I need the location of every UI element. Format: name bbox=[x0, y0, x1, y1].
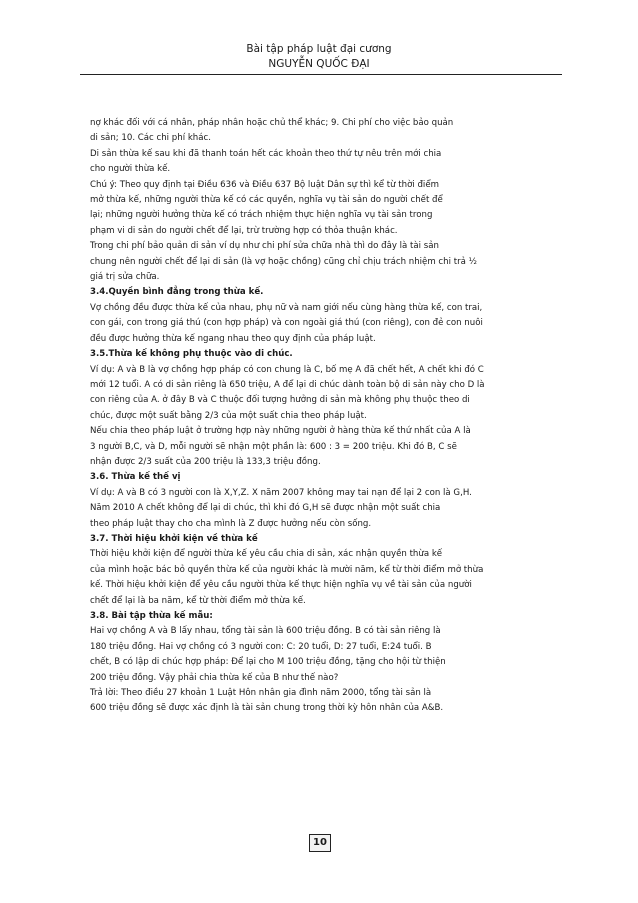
body-line: chúc, được một suất bằng 2/3 của một suất chia theo pháp luật. bbox=[90, 410, 367, 421]
document-body bbox=[90, 116, 560, 717]
body-line: theo pháp luật thay cho cha mình là Z được hưởng nếu còn sống. bbox=[90, 518, 372, 529]
body-line: đều được hưởng thừa kế ngang nhau theo quy định của pháp luật. bbox=[90, 333, 376, 344]
body-line: 180 triệu đồng. Hai vợ chồng có 3 người con: C: 20 tuổi, D: 27 tuổi, E:24 tuổi. B bbox=[90, 641, 432, 652]
section-heading: 3.8. Bài tập thừa kế mẫu: bbox=[90, 611, 213, 621]
body-line: phạm vi di sản do người chết để lại, trừ trường hợp có thỏa thuận khác. bbox=[90, 225, 398, 236]
body-line: Vợ chồng đều được thừa kế của nhau, phụ nữ và nam giới nếu cùng hàng thừa kế, con trai, bbox=[90, 302, 483, 313]
section-heading: 3.5.Thừa kế không phụ thuộc vào di chúc. bbox=[90, 349, 293, 360]
body-line: nợ khác đối với cá nhân, pháp nhân hoặc chủ thể khác; 9. Chi phí cho việc bảo quản bbox=[90, 118, 454, 128]
body-line: Trong chi phí bảo quản di sản ví dụ như chi phí sửa chữa nhà thì do đây là tài sản bbox=[90, 241, 439, 252]
body-line: Trả lời: Theo điều 27 khoản 1 Luật Hôn nhân gia đình năm 2000, tổng tài sản là bbox=[90, 688, 432, 699]
page-header bbox=[0, 42, 638, 72]
body-line: kế. Thời hiệu khởi kiện để yêu cầu người thừa kế thực hiện nghĩa vụ về tài sản của người bbox=[90, 580, 472, 591]
section-heading: 3.7. Thời hiệu khởi kiện về thừa kế bbox=[90, 533, 258, 544]
body-line: 600 triệu đồng sẽ được xác định là tài sản chung trong thời kỳ hôn nhân của A&B. bbox=[90, 703, 444, 714]
body-line: chung nên người chết để lại di sản (là vợ hoặc chồng) cũng chỉ chịu trách nhiệm chi trả ½ bbox=[90, 256, 477, 267]
body-line: lại; những người hưởng thừa kế có trách nhiệm thực hiện nghĩa vụ tài sản trong bbox=[90, 210, 433, 221]
body-line: nhận được 2/3 suất của 200 triệu là 133,3 triệu đồng. bbox=[90, 456, 321, 467]
section-heading: 3.4.Quyền bình đẳng trong thừa kế. bbox=[90, 287, 264, 298]
body-line: con gái, con trong giá thú (con hợp pháp) và con ngoài giá thú (con riêng), con đẻ con nuôi bbox=[90, 318, 483, 329]
body-line: Di sản thừa kế sau khi đã thanh toán hết các khoản theo thứ tự nêu trên mới chia bbox=[90, 148, 442, 159]
body-line: 200 triệu đồng. Vậy phải chia thừa kế của B như thế nào? bbox=[90, 672, 339, 683]
body-line: của mình hoặc bác bỏ quyền thừa kế của người khác là mười năm, kể từ thời điểm mở thừa bbox=[90, 564, 484, 575]
body-line: Chú ý: Theo quy định tại Điều 636 và Điều 637 Bộ luật Dân sự thì kể từ thời điểm bbox=[90, 179, 439, 190]
body-line: Thời hiệu khởi kiện để người thừa kế yêu cầu chia di sản, xác nhận quyền thừa kế bbox=[90, 549, 443, 560]
body-line: Ví dụ: A và B có 3 người con là X,Y,Z. X năm 2007 không may tai nạn để lại 2 con là G,H. bbox=[90, 487, 472, 498]
body-line: mới 12 tuổi. A có di sản riêng là 650 triệu, A để lại di chúc dành toàn bộ di sản này cho D là bbox=[90, 379, 485, 390]
body-line: Nếu chia theo pháp luật ở trường hợp này những người ở hàng thừa kế thứ nhất của A là bbox=[90, 426, 471, 437]
header-title: Bài tập pháp luật đại cương bbox=[246, 43, 392, 55]
body-line: 3 người B,C, và D, mỗi người sẽ nhận một phần là: 600 : 3 = 200 triệu. Khi đó B, C sẽ bbox=[90, 441, 457, 452]
section-heading: 3.6. Thừa kế thế vị bbox=[90, 472, 181, 483]
header-divider bbox=[80, 74, 562, 75]
body-line: cho người thừa kế. bbox=[90, 164, 171, 175]
page-number: 10 bbox=[309, 834, 331, 852]
body-line: chết để lại là ba năm, kể từ thời điểm mở thừa kế. bbox=[90, 595, 306, 606]
body-line: Năm 2010 A chết không để lại di chúc, thì khi đó G,H sẽ được nhận một suất chia bbox=[90, 503, 441, 514]
body-line: mở thừa kế, những người thừa kế có các quyền, nghĩa vụ tài sản do người chết để bbox=[90, 195, 443, 206]
body-line: di sản; 10. Các chi phí khác. bbox=[90, 133, 211, 144]
header-author: NGUYỄN QUỐC ĐẠI bbox=[268, 58, 370, 70]
body-line: Ví dụ: A và B là vợ chồng hợp pháp có con chung là C, bố mẹ A đã chết hết, A chết khi đó C bbox=[90, 364, 484, 375]
body-line: con riêng của A. ở đây B và C thuộc đối tượng hưởng di sản mà không phụ thuộc theo di bbox=[90, 395, 470, 406]
body-line: chết, B có lập di chúc hợp pháp: Để lại cho M 100 triệu đồng, tặng cho hội từ thiện bbox=[90, 657, 446, 668]
body-line: Hai vợ chồng A và B lấy nhau, tổng tài sản là 600 triệu đồng. B có tài sản riêng là bbox=[90, 626, 441, 637]
body-line: giá trị sửa chữa. bbox=[90, 272, 160, 283]
